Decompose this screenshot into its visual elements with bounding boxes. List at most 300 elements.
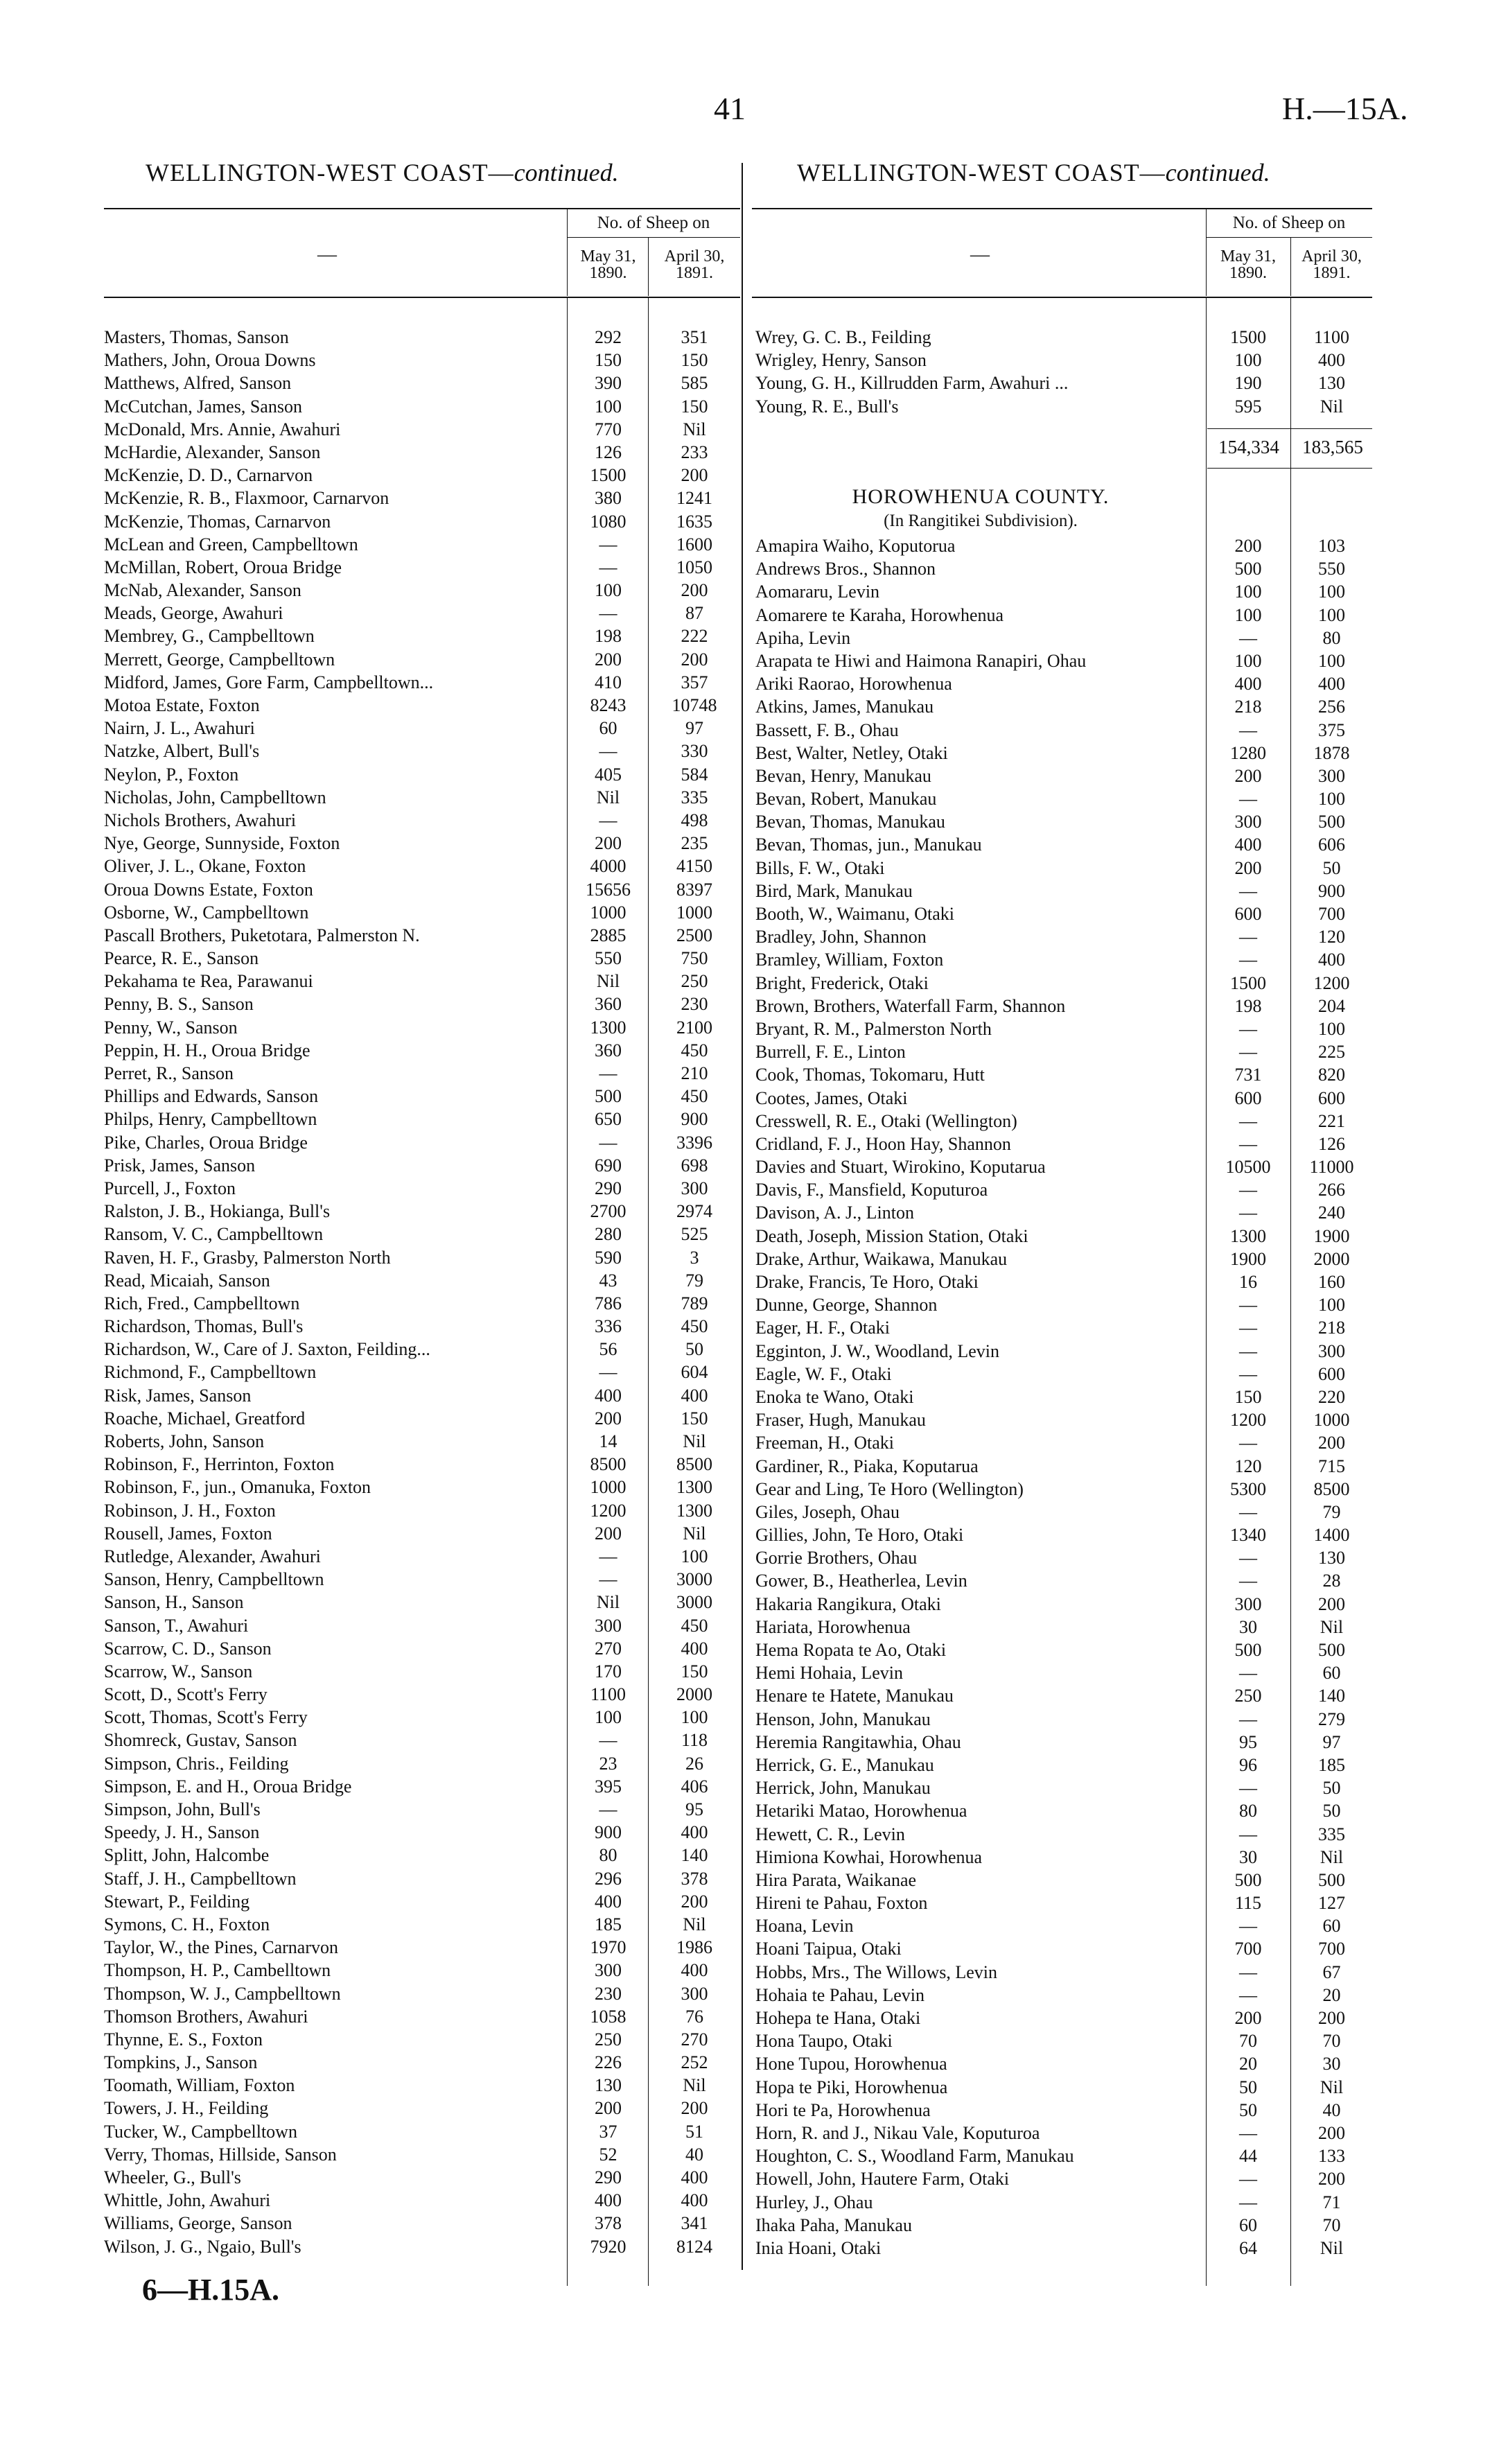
owner-name: Stewart, P., Feilding bbox=[104, 1891, 250, 1912]
table-row bbox=[755, 764, 1372, 787]
table-row bbox=[104, 372, 742, 394]
table-row bbox=[755, 1937, 1372, 1960]
sheep-count-1891: 51 bbox=[685, 2121, 703, 2142]
owner-name: Perret, R., Sanson bbox=[104, 1063, 234, 1083]
sheep-count-1890: 100 bbox=[595, 580, 622, 601]
sheep-count-1891: 256 bbox=[1318, 697, 1345, 717]
sheep-count-1891: 2974 bbox=[676, 1201, 712, 1222]
sheep-count-1890: 1280 bbox=[1230, 742, 1266, 763]
sheep-count-1891: 50 bbox=[1322, 857, 1341, 878]
table-row bbox=[104, 740, 742, 762]
table-row bbox=[755, 1501, 1372, 1523]
sheep-count-1890: — bbox=[1239, 1709, 1257, 1729]
sheep-count-1891: 1200 bbox=[1313, 972, 1350, 993]
owner-name: Hetariki Matao, Horowhenua bbox=[755, 1801, 967, 1821]
table-row bbox=[104, 2212, 742, 2235]
sheep-count-1891: 200 bbox=[681, 1891, 708, 1912]
sheep-count-1891: 50 bbox=[1322, 1778, 1341, 1799]
sheep-count-1890: 43 bbox=[599, 1270, 617, 1291]
table-row bbox=[104, 1108, 742, 1130]
sheep-count-1891: 97 bbox=[1322, 1731, 1341, 1752]
sheep-count-1890: 80 bbox=[599, 1845, 617, 1866]
table-row bbox=[104, 1729, 742, 1751]
table-row bbox=[104, 1177, 742, 1200]
sheep-count-1891: Nil bbox=[1320, 2077, 1344, 2097]
sheep-count-1890: — bbox=[1239, 1318, 1257, 1338]
right-table-top-rule bbox=[752, 208, 1372, 209]
sheep-count-1890: Nil bbox=[596, 1592, 620, 1613]
table-row bbox=[104, 786, 742, 809]
owner-name: Death, Joseph, Mission Station, Otaki bbox=[755, 1225, 1028, 1246]
table-row bbox=[104, 602, 742, 624]
sheep-count-1891: 40 bbox=[1322, 2099, 1341, 2120]
owner-name: Bevan, Robert, Manukau bbox=[755, 789, 937, 810]
table-row bbox=[104, 349, 742, 372]
table-row bbox=[755, 2191, 1372, 2214]
sheep-count-1891: 60 bbox=[1322, 1916, 1341, 1937]
table-row bbox=[104, 1338, 742, 1361]
sheep-count-1890: — bbox=[1239, 880, 1257, 901]
table-row bbox=[104, 1821, 742, 1844]
sheep-count-1890: 400 bbox=[595, 1385, 622, 1406]
table-row bbox=[755, 580, 1372, 603]
sheep-count-1890: 280 bbox=[595, 1224, 622, 1245]
sheep-count-1891: 118 bbox=[681, 1730, 708, 1751]
sheep-count-1890: 198 bbox=[595, 626, 622, 647]
sheep-count-1891: 400 bbox=[681, 1822, 708, 1843]
column-divider bbox=[742, 163, 743, 2270]
table-row bbox=[104, 2166, 742, 2189]
left-table-header-rule bbox=[104, 297, 740, 298]
sheep-count-1890: — bbox=[599, 810, 617, 830]
owner-name: Hobbs, Mrs., The Willows, Levin bbox=[755, 1961, 997, 1982]
sheep-count-1891: Nil bbox=[683, 1431, 706, 1451]
table-row bbox=[104, 1131, 742, 1154]
owner-name: McCutchan, James, Sanson bbox=[104, 396, 302, 417]
sheep-count-1890: 1000 bbox=[590, 902, 626, 923]
sheep-count-1891: 600 bbox=[1318, 1087, 1345, 1108]
sheep-count-1891: 2000 bbox=[1313, 1248, 1350, 1269]
table-row bbox=[755, 1110, 1372, 1133]
county-subtitle: (In Rangitikei Subdivision). bbox=[884, 512, 1078, 530]
sheep-count-1890: 5300 bbox=[1230, 1478, 1266, 1499]
table-row bbox=[104, 809, 742, 832]
sheep-count-1890: 20 bbox=[1239, 2054, 1257, 2074]
page-number: 41 bbox=[714, 91, 746, 126]
sheep-count-1891: 100 bbox=[1318, 1295, 1345, 1316]
sheep-count-1890: 1058 bbox=[590, 2006, 626, 2027]
sheep-count-1890: — bbox=[1239, 1916, 1257, 1937]
sheep-count-1891: Nil bbox=[1320, 1846, 1344, 1867]
owner-name: Rousell, James, Foxton bbox=[104, 1523, 272, 1544]
sheep-count-1891: 210 bbox=[681, 1063, 708, 1083]
owner-name: Hurley, J., Ohau bbox=[755, 2192, 873, 2212]
table-row bbox=[104, 1269, 742, 1292]
sheep-count-1890: 60 bbox=[599, 718, 617, 739]
sheep-count-1891: 330 bbox=[681, 741, 708, 762]
owner-name: Symons, C. H., Foxton bbox=[104, 1914, 270, 1934]
sheep-count-1890: 410 bbox=[595, 672, 622, 692]
sheep-count-1891: Nil bbox=[1320, 396, 1344, 417]
owner-name: Pascall Brothers, Puketotara, Palmerston N. bbox=[104, 925, 420, 945]
owner-name: Prisk, James, Sanson bbox=[104, 1155, 256, 1176]
sheep-count-1891: 200 bbox=[1318, 1433, 1345, 1453]
sheep-count-1891: 3000 bbox=[676, 1569, 712, 1590]
owner-name: Sanson, H., Sanson bbox=[104, 1592, 244, 1613]
table-row bbox=[104, 2189, 742, 2212]
sheep-count-1891: 240 bbox=[1318, 1203, 1345, 1223]
sheep-count-1890: 150 bbox=[595, 350, 622, 371]
table-row bbox=[755, 649, 1372, 672]
table-row bbox=[755, 1386, 1372, 1408]
sheep-count-1891: 200 bbox=[681, 2098, 708, 2119]
owner-name: Simpson, John, Bull's bbox=[104, 1799, 261, 1819]
sheep-count-1891: 335 bbox=[681, 787, 708, 807]
sheep-count-1891: 100 bbox=[1318, 789, 1345, 810]
sheep-count-1891: 233 bbox=[681, 442, 708, 462]
owner-name: Bramley, William, Foxton bbox=[755, 950, 944, 970]
sheep-count-1890: 400 bbox=[1234, 835, 1262, 855]
table-row bbox=[104, 1683, 742, 1706]
owner-name: Masters, Thomas, Sanson bbox=[104, 327, 289, 347]
sheep-count-1890: 37 bbox=[599, 2121, 617, 2142]
table-row bbox=[104, 1982, 742, 2005]
sheep-count-1891: 400 bbox=[681, 2190, 708, 2211]
table-row bbox=[755, 1155, 1372, 1178]
owner-name: Amapira Waiho, Koputorua bbox=[755, 536, 956, 556]
sheep-count-1891: 500 bbox=[1318, 1640, 1345, 1660]
table-row bbox=[755, 1431, 1372, 1454]
sheep-count-1891: 341 bbox=[681, 2213, 708, 2234]
sheep-count-1890: 100 bbox=[1234, 582, 1262, 602]
owner-name: Hone Tupou, Horowhenua bbox=[755, 2054, 947, 2074]
owner-name: Houghton, C. S., Woodland Farm, Manukau bbox=[755, 2146, 1074, 2167]
table-row bbox=[755, 880, 1372, 902]
sheep-count-1890: Nil bbox=[596, 971, 620, 992]
table-row bbox=[755, 1661, 1372, 1684]
table-row bbox=[104, 1591, 742, 1614]
sheep-count-1891: 76 bbox=[685, 2006, 703, 2027]
sheep-count-1891: 220 bbox=[1318, 1386, 1345, 1407]
table-row bbox=[755, 695, 1372, 718]
table-row bbox=[104, 556, 742, 579]
table-row bbox=[755, 995, 1372, 1017]
table-row bbox=[755, 1063, 1372, 1086]
sheep-count-1890: — bbox=[599, 1362, 617, 1383]
sheep-count-1890: 500 bbox=[595, 1086, 622, 1107]
owner-name: Bryant, R. M., Palmerston North bbox=[755, 1018, 992, 1039]
owner-name: Atkins, James, Manukau bbox=[755, 697, 934, 717]
sheep-count-1891: 820 bbox=[1318, 1065, 1345, 1085]
table-row bbox=[755, 2122, 1372, 2144]
sheep-count-1890: 1300 bbox=[1230, 1225, 1266, 1246]
sheep-count-1891: 95 bbox=[685, 1799, 703, 1819]
owner-name: Speedy, J. H., Sanson bbox=[104, 1822, 260, 1843]
sheep-count-1890: 50 bbox=[1239, 2099, 1257, 2120]
sheep-count-1891: 2500 bbox=[676, 925, 712, 945]
sheep-count-1890: 1900 bbox=[1230, 1248, 1266, 1269]
right-header-divider-2 bbox=[1290, 237, 1291, 296]
sheep-count-1890: — bbox=[1239, 789, 1257, 810]
owner-name: Brown, Brothers, Waterfall Farm, Shannon bbox=[755, 995, 1066, 1016]
owner-name: Nicholas, John, Campbelltown bbox=[104, 787, 326, 807]
table-row bbox=[104, 1752, 742, 1775]
sheep-count-1891: 140 bbox=[681, 1845, 708, 1866]
sheep-count-1890: — bbox=[599, 603, 617, 624]
owner-name: Fraser, Hugh, Manukau bbox=[755, 1410, 926, 1431]
table-row bbox=[104, 924, 742, 947]
sheep-count-1891: 185 bbox=[1318, 1754, 1345, 1775]
owner-name: Penny, B. S., Sanson bbox=[104, 994, 254, 1015]
table-row bbox=[104, 1016, 742, 1039]
sheep-count-1890: 95 bbox=[1239, 1731, 1257, 1752]
table-row bbox=[755, 948, 1372, 971]
table-row bbox=[755, 1201, 1372, 1224]
owner-name: Pekahama te Rea, Parawanui bbox=[104, 971, 313, 992]
table-row bbox=[104, 1315, 742, 1338]
owner-name: Robinson, F., jun., Omanuka, Foxton bbox=[104, 1477, 371, 1498]
table-row bbox=[755, 1017, 1372, 1040]
sheep-count-1891: 200 bbox=[681, 580, 708, 601]
sheep-count-1891: 378 bbox=[681, 1868, 708, 1889]
owner-name: Taylor, W., the Pines, Carnarvon bbox=[104, 1937, 338, 1958]
owner-name: Davis, F., Mansfield, Koputuroa bbox=[755, 1180, 988, 1200]
sheep-count-1890: 500 bbox=[1234, 559, 1262, 579]
owner-name: Phillips and Edwards, Sanson bbox=[104, 1086, 319, 1107]
owner-name: Heremia Rangitawhia, Ohau bbox=[755, 1731, 961, 1752]
sheep-count-1890: 190 bbox=[1234, 373, 1262, 394]
owner-name: Ransom, V. C., Campbelltown bbox=[104, 1224, 324, 1245]
owner-name: Membrey, G., Campbelltown bbox=[104, 626, 315, 647]
sheep-count-1890: 100 bbox=[1234, 350, 1262, 371]
sheep-count-1890: 290 bbox=[595, 1178, 622, 1198]
table-row bbox=[755, 2052, 1372, 2075]
sheep-count-1891: 100 bbox=[681, 1546, 708, 1566]
sheep-count-1891: 450 bbox=[681, 1316, 708, 1337]
right-section-title: WELLINGTON-WEST COAST—continued. bbox=[797, 159, 1270, 186]
table-row bbox=[755, 925, 1372, 948]
owner-name: Cook, Thomas, Tokomaru, Hutt bbox=[755, 1065, 985, 1085]
sheep-count-1890: — bbox=[599, 1063, 617, 1083]
table-row bbox=[755, 1248, 1372, 1270]
owner-name: Scott, Thomas, Scott's Ferry bbox=[104, 1707, 308, 1728]
sheep-count-1890: 56 bbox=[599, 1339, 617, 1360]
sheep-count-1890: 115 bbox=[1234, 1893, 1262, 1914]
page-footer: 6—H.15A. bbox=[142, 2273, 279, 2307]
sheep-count-1891: 400 bbox=[681, 2167, 708, 2187]
sheep-count-1891: 700 bbox=[1318, 1939, 1345, 1959]
sheep-count-1891: 235 bbox=[681, 833, 708, 854]
table-row bbox=[104, 1407, 742, 1430]
sheep-count-1891: 79 bbox=[1322, 1501, 1341, 1522]
owner-name: Roberts, John, Sanson bbox=[104, 1431, 265, 1451]
owner-name: Freeman, H., Otaki bbox=[755, 1433, 895, 1453]
sheep-count-1891: 335 bbox=[1318, 1824, 1345, 1844]
sheep-count-1891: 604 bbox=[681, 1362, 708, 1383]
owner-name: Young, G. H., Killrudden Farm, Awahuri ... bbox=[755, 373, 1069, 394]
sheep-count-1890: 700 bbox=[1234, 1939, 1262, 1959]
owner-name: Hakaria Rangikura, Otaki bbox=[755, 1593, 941, 1614]
owner-name: Howell, John, Hautere Farm, Otaki bbox=[755, 2169, 1010, 2190]
sheep-count-1891: 130 bbox=[1318, 373, 1345, 394]
sheep-count-1890: — bbox=[1239, 1042, 1257, 1063]
owner-name: Enoka te Wano, Otaki bbox=[755, 1386, 914, 1407]
sheep-count-1891: 225 bbox=[1318, 1042, 1345, 1063]
sheep-count-1890: 300 bbox=[595, 1960, 622, 1981]
owner-name: Herrick, John, Manukau bbox=[755, 1778, 931, 1799]
owner-name: Himiona Kowhai, Horowhenua bbox=[755, 1846, 983, 1867]
sheep-count-1890: 50 bbox=[1239, 2077, 1257, 2097]
sheep-count-1890: 44 bbox=[1239, 2146, 1257, 2167]
sheep-count-1891: 97 bbox=[685, 718, 703, 739]
sheep-count-1891: 127 bbox=[1318, 1893, 1345, 1914]
owner-name: Booth, W., Waimanu, Otaki bbox=[755, 904, 955, 924]
table-row bbox=[755, 787, 1372, 810]
owner-name: Midford, James, Gore Farm, Campbelltown... bbox=[104, 672, 434, 692]
table-row bbox=[755, 2144, 1372, 2167]
owner-name: Davison, A. J., Linton bbox=[755, 1203, 914, 1223]
document-reference: H.—15A. bbox=[1282, 91, 1408, 126]
table-row bbox=[755, 1363, 1372, 1386]
sheep-count-1891: 3000 bbox=[676, 1592, 712, 1613]
sheep-count-1890: 378 bbox=[595, 2213, 622, 2234]
table-row bbox=[755, 1040, 1372, 1063]
sheep-count-1891: 11000 bbox=[1309, 1157, 1354, 1178]
sheep-count-1891: 300 bbox=[1318, 1340, 1345, 1361]
right-table-body-top bbox=[755, 326, 1372, 418]
sheep-count-1891: 400 bbox=[681, 1385, 708, 1406]
sheep-count-1891: 204 bbox=[1318, 995, 1345, 1016]
owner-name: Roache, Michael, Greatford bbox=[104, 1408, 306, 1428]
sheep-count-1891: 500 bbox=[1318, 1869, 1345, 1890]
sheep-count-1890: 590 bbox=[595, 1247, 622, 1268]
owner-name: Merrett, George, Campbelltown bbox=[104, 649, 335, 670]
table-row bbox=[755, 1293, 1372, 1316]
table-row bbox=[104, 1246, 742, 1269]
sheep-count-1890: 690 bbox=[595, 1155, 622, 1176]
owner-name: Hori te Pa, Horowhenua bbox=[755, 2099, 931, 2120]
sheep-count-1891: 3396 bbox=[676, 1132, 712, 1153]
sheep-count-1890: 500 bbox=[1234, 1640, 1262, 1660]
sheep-count-1891: 900 bbox=[1318, 880, 1345, 901]
sheep-count-1890: — bbox=[1239, 1018, 1257, 1039]
table-row bbox=[104, 1522, 742, 1545]
owner-name: Drake, Francis, Te Horo, Otaki bbox=[755, 1272, 979, 1292]
owner-name: Simpson, Chris., Feilding bbox=[104, 1753, 289, 1774]
sheep-count-1890: — bbox=[1239, 1778, 1257, 1799]
table-row bbox=[755, 1776, 1372, 1799]
right-header-group: No. of Sheep on bbox=[1232, 213, 1346, 232]
table-row bbox=[755, 1087, 1372, 1110]
table-row bbox=[104, 579, 742, 602]
table-row bbox=[755, 1478, 1372, 1501]
table-row bbox=[104, 624, 742, 647]
sheep-count-1891: 126 bbox=[1318, 1133, 1345, 1154]
table-row bbox=[755, 1270, 1372, 1293]
sheep-count-1891: 87 bbox=[685, 603, 703, 624]
table-row bbox=[104, 1154, 742, 1177]
table-row bbox=[104, 1568, 742, 1591]
table-row bbox=[755, 534, 1372, 557]
sheep-count-1890: 226 bbox=[595, 2052, 622, 2073]
sheep-count-1890: 150 bbox=[1234, 1386, 1262, 1407]
sheep-count-1890: — bbox=[1239, 1110, 1257, 1131]
table-row bbox=[104, 1775, 742, 1798]
table-row bbox=[755, 742, 1372, 764]
sheep-count-1891: 585 bbox=[681, 373, 708, 394]
owner-name: Hira Parata, Waikanae bbox=[755, 1869, 917, 1890]
sheep-count-1890: 126 bbox=[595, 442, 622, 462]
sheep-count-1891: 200 bbox=[1318, 2169, 1345, 2190]
owner-name: Meads, George, Awahuri bbox=[104, 603, 283, 624]
table-row bbox=[104, 1913, 742, 1936]
sheep-count-1891: 70 bbox=[1322, 2031, 1341, 2052]
sheep-count-1890: — bbox=[599, 1569, 617, 1590]
table-row bbox=[104, 326, 742, 349]
sheep-count-1890: 300 bbox=[1234, 812, 1262, 832]
owner-name: Purcell, J., Foxton bbox=[104, 1178, 236, 1198]
table-row bbox=[755, 1593, 1372, 1616]
table-row bbox=[104, 1292, 742, 1315]
table-row bbox=[104, 1936, 742, 1959]
sheep-count-1890: 30 bbox=[1239, 1846, 1257, 1867]
sheep-count-1891: 279 bbox=[1318, 1709, 1345, 1729]
sheep-count-1891: 1400 bbox=[1313, 1525, 1350, 1546]
owner-name: Ariki Raorao, Horowhenua bbox=[755, 674, 952, 694]
table-row bbox=[104, 717, 742, 740]
sheep-count-1890: — bbox=[1239, 1295, 1257, 1316]
sheep-count-1891: Nil bbox=[1320, 1616, 1344, 1637]
sheep-count-1891: 270 bbox=[681, 2029, 708, 2050]
table-row bbox=[755, 1455, 1372, 1478]
sheep-count-1890: 64 bbox=[1239, 2237, 1257, 2258]
owner-name: Nye, George, Sunnyside, Foxton bbox=[104, 833, 340, 854]
sheep-count-1890: 250 bbox=[1234, 1686, 1262, 1706]
table-row bbox=[755, 1178, 1372, 1201]
owner-name: Tompkins, J., Sanson bbox=[104, 2052, 258, 2073]
sheep-count-1890: 30 bbox=[1239, 1616, 1257, 1637]
table-row bbox=[104, 1062, 742, 1085]
sheep-count-1891: 400 bbox=[1318, 950, 1345, 970]
sheep-count-1891: 218 bbox=[1318, 1318, 1345, 1338]
sheep-count-1891: 1100 bbox=[1313, 327, 1350, 347]
owner-name: Bradley, John, Shannon bbox=[755, 927, 927, 947]
table-row bbox=[104, 1545, 742, 1568]
table-row bbox=[104, 1890, 742, 1913]
sheep-count-1891: 357 bbox=[681, 672, 708, 692]
sheep-count-1891: 100 bbox=[681, 1707, 708, 1728]
owner-name: Hoani Taipua, Otaki bbox=[755, 1939, 902, 1959]
owner-name: Tucker, W., Campbelltown bbox=[104, 2121, 297, 2142]
sheep-count-1890: 250 bbox=[595, 2029, 622, 2050]
table-row bbox=[755, 1708, 1372, 1731]
sheep-count-1891: 222 bbox=[681, 626, 708, 647]
sheep-count-1891: 20 bbox=[1322, 1984, 1341, 2005]
sheep-count-1890: 120 bbox=[1234, 1456, 1262, 1476]
table-row bbox=[104, 2120, 742, 2143]
sheep-count-1891: 221 bbox=[1318, 1110, 1345, 1131]
sheep-count-1891: 200 bbox=[681, 649, 708, 670]
owner-name: Gardiner, R., Piaka, Koputarua bbox=[755, 1456, 979, 1476]
table-row bbox=[755, 2076, 1372, 2099]
left-header-may-1890: May 31, 1890. bbox=[580, 247, 636, 282]
table-row bbox=[104, 694, 742, 717]
sheep-count-1890: — bbox=[1239, 1133, 1257, 1154]
owner-name: Wilson, J. G., Ngaio, Bull's bbox=[104, 2236, 301, 2257]
table-row bbox=[755, 1523, 1372, 1546]
sheep-count-1890: 200 bbox=[595, 1408, 622, 1428]
owner-name: Hema Ropata te Ao, Otaki bbox=[755, 1640, 947, 1660]
